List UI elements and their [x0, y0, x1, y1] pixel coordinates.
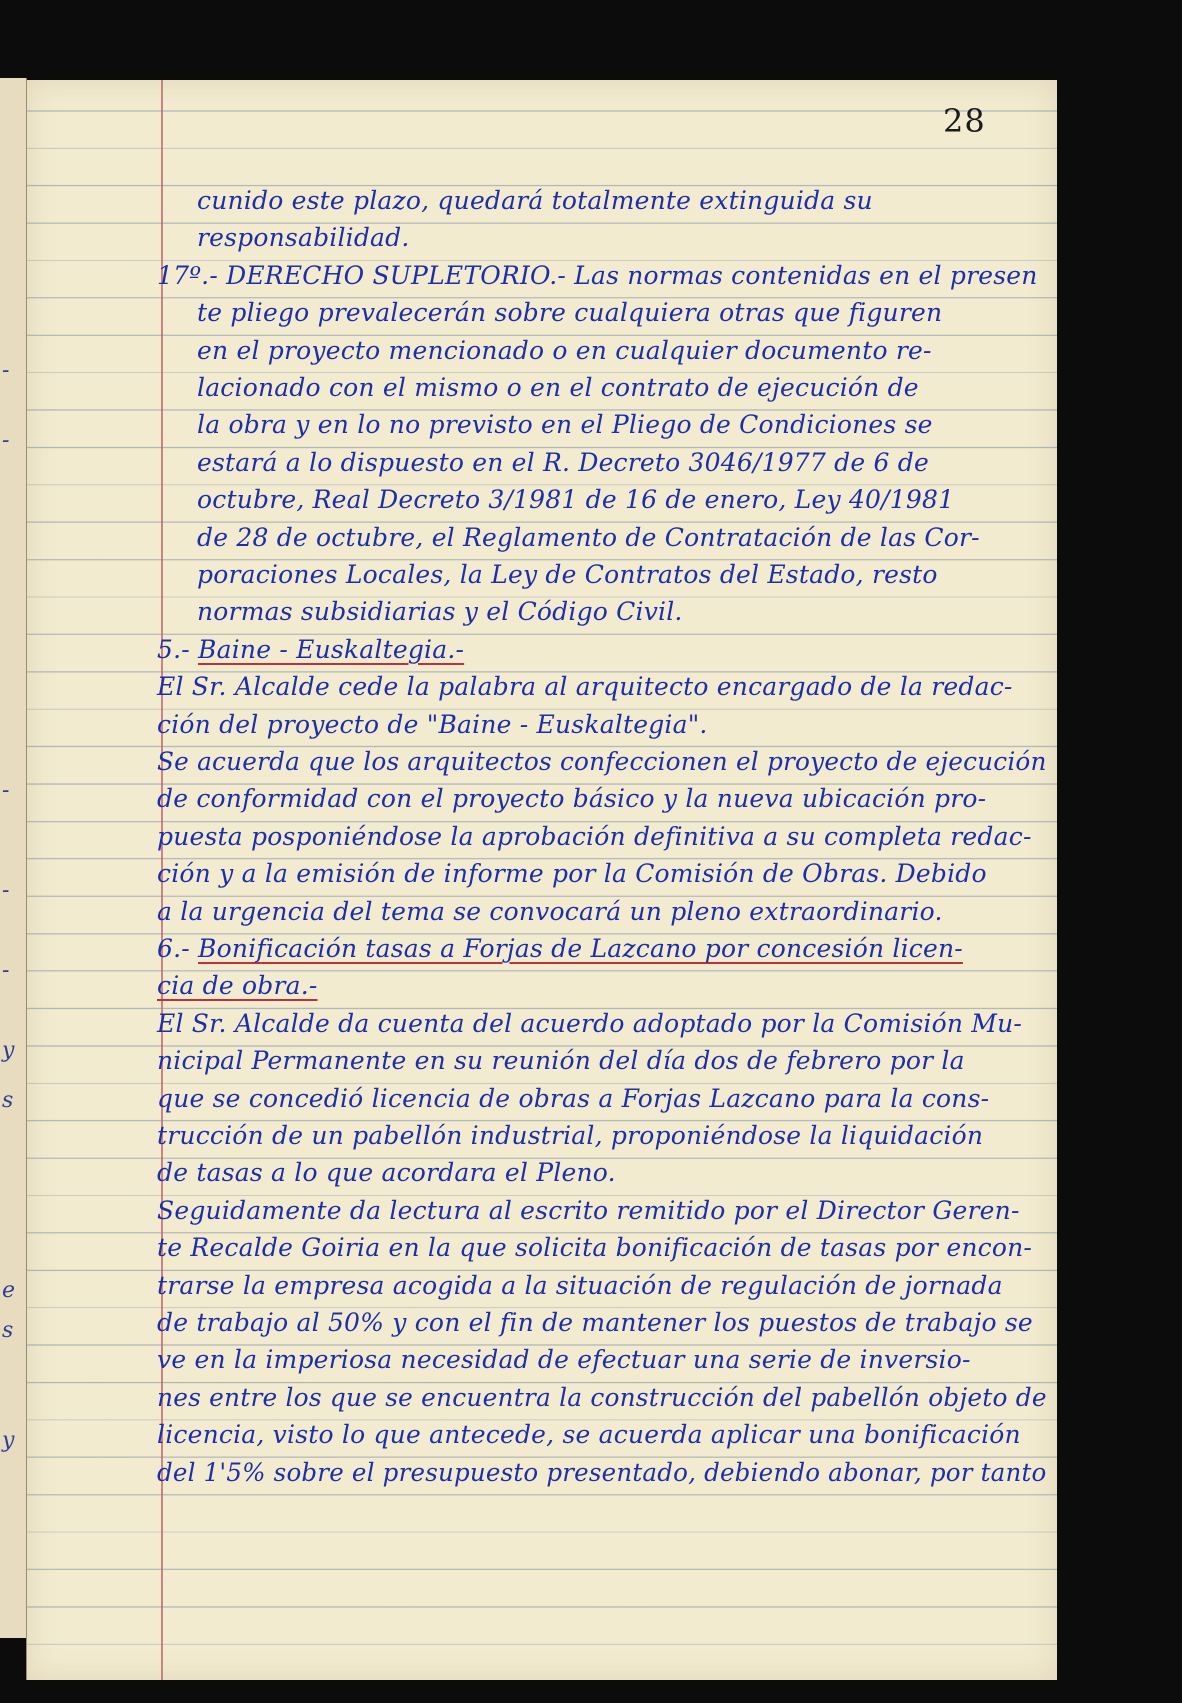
- line-text: El Sr. Alcalde da cuenta del acuerdo adoptado por la Comisión Mu-: [157, 1008, 1023, 1038]
- text-line: [197, 298, 942, 328]
- line-text: de trabajo al 50% y con el fin de mantener los puestos de trabajo se: [157, 1308, 1033, 1337]
- item-number: 17º.-: [157, 260, 227, 290]
- text-line: [197, 410, 933, 440]
- text-line: [157, 1121, 983, 1151]
- previous-page-mark: e: [2, 1278, 16, 1303]
- line-text: El Sr. Alcalde cede la palabra al arquitecto encargado de la redac-: [157, 672, 1013, 702]
- clause-line: [157, 261, 1038, 291]
- notebook-page: [26, 80, 1057, 1680]
- text-line: [197, 523, 980, 553]
- line-text: de conformidad con el proyecto básico y la nueva ubicación pro-: [157, 784, 987, 814]
- line-text: DERECHO SUPLETORIO.- Las normas contenidas en el presen: [226, 260, 1038, 290]
- text-line: [157, 1345, 971, 1375]
- text-line: [157, 1196, 1020, 1226]
- text-line: [197, 448, 929, 478]
- text-line: [157, 1158, 616, 1188]
- text-line: [157, 1271, 1003, 1301]
- text-line: [197, 597, 683, 627]
- bleed-through: [187, 585, 193, 607]
- bleed-through: [727, 238, 733, 260]
- previous-page-mark: y: [2, 1428, 15, 1453]
- text-line: [157, 1308, 1033, 1338]
- line-text: Seguidamente da lectura al escrito remitido por el Director Geren-: [157, 1195, 1020, 1225]
- line-text: responsabilidad.: [197, 223, 410, 253]
- item-number: 5.-: [157, 634, 199, 664]
- line-text: de tasas a lo que acordara el Pleno.: [157, 1158, 616, 1188]
- section-heading: [157, 635, 464, 665]
- text-line: [157, 1046, 965, 1076]
- text-line: [157, 1084, 989, 1114]
- line-text: cunido este plazo, quedará totalmente extinguida su: [197, 186, 873, 215]
- page-number: 28: [943, 102, 986, 140]
- text-line: [157, 672, 1013, 702]
- text-line: [157, 897, 943, 927]
- previous-page-mark: s: [2, 1088, 14, 1113]
- line-text: de 28 de octubre, el Reglamento de Contratación de las Cor-: [197, 522, 980, 552]
- line-text: puesta posponiéndose la aprobación definitiva a su completa redac-: [157, 821, 1032, 851]
- item-number: 6.-: [157, 934, 199, 963]
- previous-page-mark: -: [2, 958, 10, 983]
- text-line: [197, 560, 938, 590]
- text-line: [157, 1458, 1047, 1488]
- text-line: [157, 747, 1047, 777]
- previous-page-mark: -: [2, 428, 10, 453]
- line-text: nes entre los que se encuentra la construcción del pabellón objeto de: [157, 1382, 1047, 1412]
- text-line: [157, 1009, 1022, 1039]
- line-text: te pliego prevalecerán sobre cualquiera otras que figuren: [197, 298, 943, 328]
- text-line: [157, 1383, 1047, 1413]
- text-line: [157, 1233, 1032, 1263]
- text-line: [197, 336, 932, 366]
- line-text: ción del proyecto de "Baine - Euskaltegia".: [157, 709, 708, 739]
- previous-page-mark: -: [2, 778, 10, 803]
- previous-page-mark: -: [2, 878, 10, 903]
- previous-page-mark: s: [2, 1318, 14, 1343]
- previous-page-mark: -: [2, 358, 10, 383]
- line-text: lacionado con el mismo o en el contrato de ejecución de: [197, 373, 919, 402]
- line-text: que se concedió licencia de obras a Forjas Lazcano para la cons-: [157, 1083, 990, 1113]
- line-text: licencia, visto lo que antecede, se acuerda aplicar una bonificación: [157, 1420, 1021, 1450]
- line-text: normas subsidiarias y el Código Civil.: [197, 597, 683, 627]
- line-text: trucción de un pabellón industrial, proponiéndose la liquidación: [157, 1121, 984, 1150]
- text-line: [197, 373, 919, 403]
- section-heading: [157, 934, 963, 964]
- text-line: [157, 822, 1032, 852]
- line-text: estará a lo dispuesto en el R. Decreto 3046/1977 de 6 de: [197, 447, 929, 477]
- line-text: nicipal Permanente en su reunión del día dos de febrero por la: [157, 1046, 965, 1076]
- text-line: [197, 186, 873, 216]
- text-line: [157, 1420, 1021, 1450]
- line-text: en el proyecto mencionado o en cualquier documento re-: [197, 335, 932, 365]
- line-text: ve en la imperiosa necesidad de efectuar una serie de inversio-: [157, 1345, 971, 1375]
- line-text: poraciones Locales, la Ley de Contratos del Estado, resto: [197, 560, 938, 589]
- line-text: Baine - Euskaltegia.-: [198, 634, 465, 664]
- line-text: octubre, Real Decreto 3/1981 de 16 de enero, Ley 40/1981: [197, 485, 955, 515]
- line-text: ción y a la emisión de informe por la Comisión de Obras. Debido: [157, 859, 987, 889]
- line-text: Se acuerda que los arquitectos confeccionen el proyecto de ejecución: [157, 747, 1047, 776]
- previous-page-mark: y: [2, 1038, 15, 1063]
- line-text: cia de obra.-: [157, 971, 318, 1001]
- text-line: [157, 784, 986, 814]
- line-text: te Recalde Goiria en la que solicita bonificación de tasas por encon-: [157, 1233, 1033, 1263]
- text-line: [157, 710, 708, 740]
- line-text: trarse la empresa acogida a la situación de regulación de jornada: [157, 1270, 1003, 1300]
- line-text: del 1'5% sobre el presupuesto presentado, debiendo abonar, por tanto: [157, 1457, 1047, 1487]
- line-text: la obra y en lo no previsto en el Pliego de Condiciones se: [197, 410, 933, 440]
- line-text: a la urgencia del tema se convocará un pleno extraordinario.: [157, 896, 943, 926]
- text-line: [197, 485, 954, 515]
- text-line: [157, 859, 987, 889]
- text-line: [197, 223, 410, 253]
- section-heading: [157, 971, 318, 1001]
- previous-page-edge: [0, 78, 27, 1638]
- line-text: Bonificación tasas a Forjas de Lazcano por concesión licen-: [198, 934, 963, 963]
